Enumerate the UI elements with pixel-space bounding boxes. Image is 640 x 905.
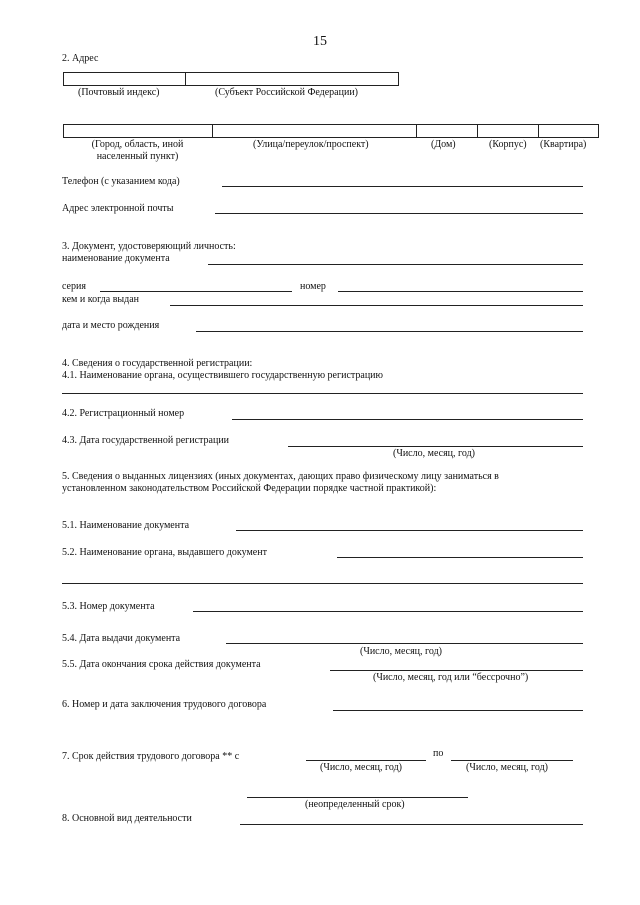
issued-label: кем и когда выдан: [62, 294, 140, 305]
issued-field[interactable]: [170, 305, 583, 306]
expiry-label: 5.5. Дата окончания срока действия документа: [62, 659, 261, 670]
street-address-box[interactable]: [63, 124, 599, 138]
activity-field[interactable]: [240, 824, 583, 825]
term-from-hint: (Число, месяц, год): [320, 762, 402, 773]
phone-label: Телефон (с указанием кода): [62, 176, 180, 187]
postal-index-label: (Почтовый индекс): [78, 87, 160, 98]
city-label-2: населенный пункт): [96, 151, 179, 162]
reg-date-label: 4.3. Дата государственной регистрации: [62, 435, 230, 446]
building-label: (Корпус): [489, 139, 527, 150]
indefinite-field[interactable]: [247, 797, 468, 798]
reg-date-field[interactable]: [288, 446, 583, 447]
term-to-field[interactable]: [451, 760, 573, 761]
licenses-heading-1: 5. Сведения о выданных лицензиях (иных документах, дающих право физическому лицу заниматься в: [62, 471, 499, 482]
contract-term-label: 7. Срок действия трудового договора ** с: [62, 751, 240, 762]
authority-label: 4.1. Наименование органа, осуществившего государственную регистрацию: [62, 370, 383, 381]
doc-name-field[interactable]: [208, 264, 583, 265]
address-heading: 2. Адрес: [62, 53, 99, 64]
birth-label: дата и место рождения: [62, 320, 160, 331]
identity-heading: 3. Документ, удостоверяющий личность:: [62, 241, 236, 252]
doc-number-label: 5.3. Номер документа: [62, 601, 155, 612]
issue-date-field[interactable]: [226, 643, 583, 644]
issue-date-label: 5.4. Дата выдачи документа: [62, 633, 181, 644]
doc-name-label: наименование документа: [62, 253, 170, 264]
registration-heading: 4. Сведения о государственной регистрации:: [62, 358, 253, 369]
indefinite-hint: (неопределенный срок): [305, 799, 405, 810]
term-to-label: по: [433, 748, 444, 759]
term-from-field[interactable]: [306, 760, 426, 761]
city-label: (Город, область, иной: [91, 139, 184, 150]
licenses-heading-2: установленном законодательством Российской Федерации порядке частной практикой):: [62, 483, 437, 494]
contract-number-label: 6. Номер и дата заключения трудового договора: [62, 699, 267, 710]
term-to-hint: (Число, месяц, год): [466, 762, 548, 773]
reg-number-label: 4.2. Регистрационный номер: [62, 408, 185, 419]
license-doc-label: 5.1. Наименование документа: [62, 520, 190, 531]
number-label: номер: [300, 281, 326, 292]
expiry-field[interactable]: [330, 670, 583, 671]
series-field[interactable]: [100, 291, 292, 292]
postal-subject-box[interactable]: [63, 72, 399, 86]
series-label: серия: [62, 281, 86, 292]
expiry-hint: (Число, месяц, год или “бессрочно”): [373, 672, 529, 683]
page-number: 15: [313, 34, 327, 49]
contract-number-field[interactable]: [333, 710, 583, 711]
email-label: Адрес электронной почты: [62, 203, 174, 214]
subject-label: (Субъект Российской Федерации): [215, 87, 359, 98]
license-doc-field[interactable]: [236, 530, 583, 531]
street-label: (Улица/переулок/проспект): [253, 139, 369, 150]
authority-field[interactable]: [62, 393, 583, 394]
doc-number-field[interactable]: [193, 611, 583, 612]
issue-date-hint: (Число, месяц, год): [360, 646, 442, 657]
issuer-field-2[interactable]: [62, 583, 583, 584]
reg-date-hint: (Число, месяц, год): [393, 448, 475, 459]
birth-field[interactable]: [196, 331, 583, 332]
phone-field[interactable]: [222, 186, 583, 187]
email-field[interactable]: [215, 213, 583, 214]
house-label: (Дом): [431, 139, 456, 150]
apartment-label: (Квартира): [540, 139, 587, 150]
activity-label: 8. Основной вид деятельности: [62, 813, 192, 824]
reg-number-field[interactable]: [232, 419, 583, 420]
issuer-label: 5.2. Наименование органа, выдавшего документ: [62, 547, 267, 558]
issuer-field[interactable]: [337, 557, 583, 558]
number-field[interactable]: [338, 291, 583, 292]
